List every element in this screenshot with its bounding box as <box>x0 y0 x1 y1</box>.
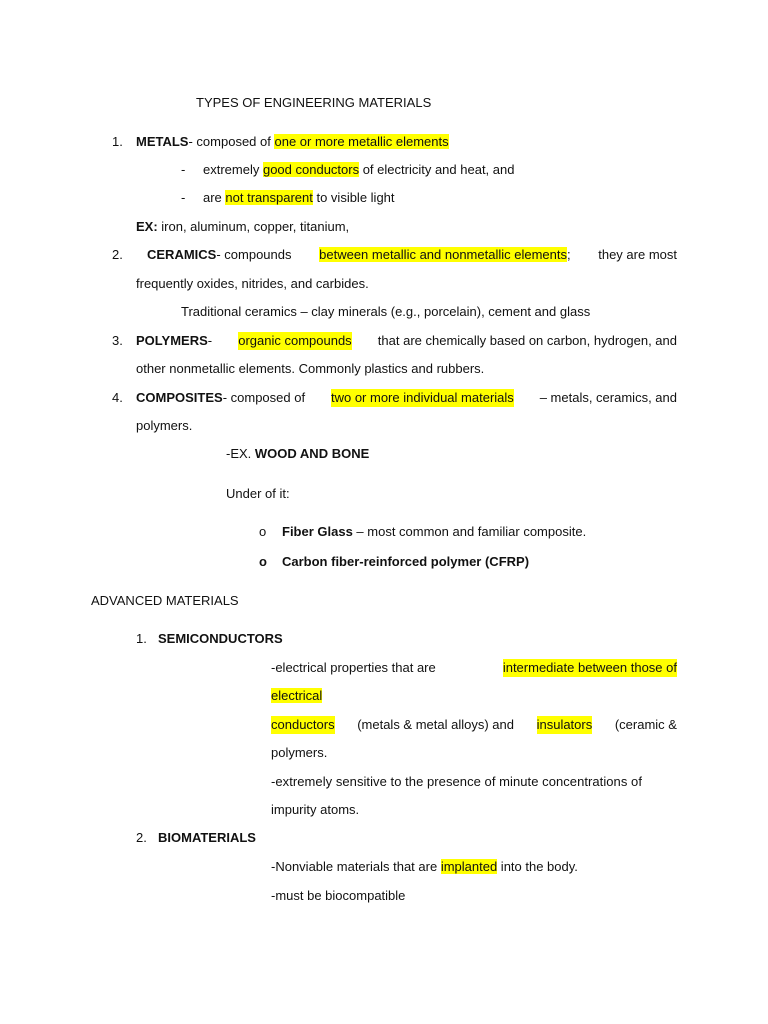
ceramics-head <box>147 246 292 264</box>
advanced-heading: ADVANCED MATERIALS <box>91 593 239 608</box>
biomaterials-title: BIOMATERIALS <box>158 830 256 845</box>
metals-bullet-2-dash: - <box>181 190 186 205</box>
metals-example-label: EX: <box>136 219 158 234</box>
semiconductors-line-3 <box>271 716 677 734</box>
semiconductors-line-3-post: (ceramic & <box>614 717 677 732</box>
composites-sub-1-rest: – most common and familiar composite. <box>352 524 587 539</box>
ceramics-note: Traditional ceramics – clay minerals (e.g., porcelain), cement and glass <box>181 304 591 319</box>
advanced-number-2: 2. <box>136 830 147 845</box>
semiconductors-line-1-highlight: intermediate between those of <box>502 660 677 675</box>
biomaterials-line-1 <box>271 858 578 876</box>
metals-bullet-2 <box>203 189 395 207</box>
polymers-line-2: other nonmetallic elements. Commonly plastics and rubbers. <box>136 361 485 376</box>
metals-bullet-1-pre: extremely <box>203 162 263 177</box>
semiconductors-line-2 <box>271 687 322 705</box>
page-title: TYPES OF ENGINEERING MATERIALS <box>196 95 432 110</box>
semiconductors-title: SEMICONDUCTORS <box>158 631 283 646</box>
semiconductors-insulators-highlight: insulators <box>536 717 593 732</box>
metals-bullet-1-dash: - <box>181 162 186 177</box>
biomaterials-line-2: -must be biocompatible <box>271 888 406 903</box>
ceramics-lead: - compounds <box>216 247 292 262</box>
polymers-line-1-tail: that are chemically based on carbon, hydrogen, and <box>377 333 677 348</box>
polymers-term: POLYMERS <box>136 333 208 348</box>
composites-highlight: two or more individual materials <box>330 390 514 405</box>
metals-highlight: one or more metallic elements <box>274 134 449 149</box>
semiconductors-line-1 <box>271 659 677 677</box>
polymers-lead: - <box>207 333 213 348</box>
metals-term: METALS <box>136 134 189 149</box>
list-number-4: 4. <box>112 390 123 405</box>
polymers-head <box>136 332 212 350</box>
metals-bullet-1-post: of electricity and heat, and <box>359 162 515 177</box>
metals-example <box>136 218 349 236</box>
semiconductors-conductors-highlight: conductors <box>271 717 335 732</box>
composites-under: Under of it: <box>226 486 290 501</box>
list-number-3: 3. <box>112 333 123 348</box>
metals-bullet-2-post: to visible light <box>312 190 395 205</box>
composites-line-2: polymers. <box>136 418 193 433</box>
ceramics-line-1 <box>147 246 677 264</box>
composites-example <box>226 445 369 463</box>
semiconductors-line-6: impurity atoms. <box>271 802 360 817</box>
semiconductors-line-4: polymers. <box>271 745 328 760</box>
composites-example-bold: WOOD AND BONE <box>254 446 370 461</box>
semiconductors-line-5: -extremely sensitive to the presence of minute concentrations of <box>271 774 642 789</box>
composites-example-prefix: -EX. <box>226 446 255 461</box>
semiconductors-line-1-pre: -electrical properties that are <box>271 660 436 675</box>
composites-head <box>136 389 305 407</box>
composites-term: COMPOSITES <box>136 390 223 405</box>
ceramics-line-2: frequently oxides, nitrides, and carbides. <box>136 276 369 291</box>
ceramics-term: CERAMICS <box>147 247 217 262</box>
ceramics-highlight: between metallic and nonmetallic elements <box>319 247 567 262</box>
polymers-line-1 <box>136 332 677 350</box>
metals-bullet-1 <box>203 161 514 179</box>
list-number-1: 1. <box>112 134 123 149</box>
metals-example-text: iron, aluminum, copper, titanium, <box>157 219 350 234</box>
semiconductors-line-3-mid: (metals & metal alloys) and <box>357 717 514 732</box>
biomaterials-implanted-highlight: implanted <box>440 859 498 874</box>
composites-sub-2-marker: o <box>259 554 267 569</box>
metals-definition <box>136 133 449 151</box>
biomaterials-line-1-post: into the body. <box>497 859 578 874</box>
polymers-highlight: organic compounds <box>238 333 352 348</box>
composites-line-1-tail: – metals, ceramics, and <box>539 390 677 405</box>
metals-bullet-2-highlight: not transparent <box>225 190 313 205</box>
metals-bullet-2-pre: are <box>203 190 226 205</box>
composites-line-1 <box>136 389 677 407</box>
metals-lead: - composed of <box>188 134 275 149</box>
composites-sub-2 <box>282 553 529 571</box>
advanced-number-1: 1. <box>136 631 147 646</box>
ceramics-highlight-group <box>319 246 570 264</box>
composites-sub-1-marker: o <box>259 524 267 539</box>
semiconductors-line-2-highlight: electrical <box>271 688 323 703</box>
ceramics-semicolon: ; <box>566 247 571 262</box>
ceramics-line-1-tail: they are most <box>598 247 677 262</box>
biomaterials-line-1-pre: -Nonviable materials that are <box>271 859 441 874</box>
list-number-2: 2. <box>112 247 123 262</box>
composites-lead: - composed of <box>222 390 306 405</box>
composites-sub-1-bold: Fiber Glass <box>282 524 353 539</box>
composites-sub-1 <box>282 523 586 541</box>
metals-bullet-1-highlight: good conductors <box>262 162 360 177</box>
composites-sub-2-bold: Carbon fiber-reinforced polymer (CFRP) <box>282 554 530 569</box>
